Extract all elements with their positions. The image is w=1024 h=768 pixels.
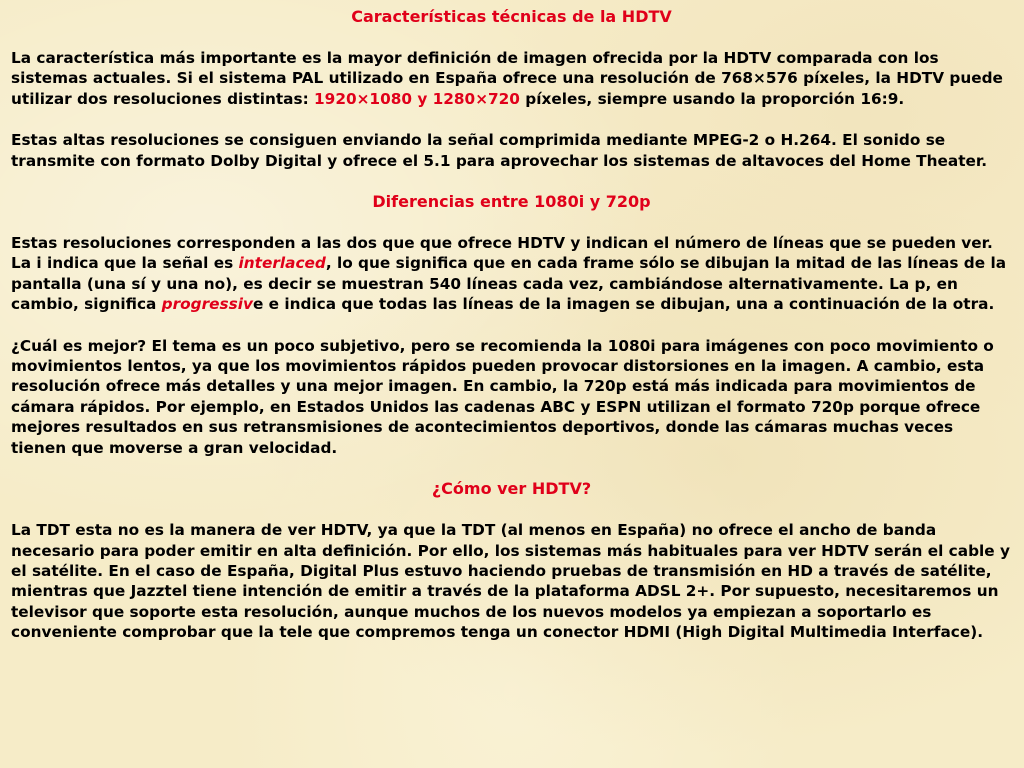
- resolutions-highlight: 1920×1080 y 1280×720: [314, 89, 520, 108]
- spacer: [11, 458, 1012, 479]
- spacer: [11, 315, 1012, 336]
- paragraph-text: La característica más importante es la mayor definición de imagen ofrecida por la HDTV comparada con los sistemas actuales. Si el sistema PAL utilizado en España ofrece una resolución de 768×576 píxeles, la HDTV puede utilizar dos resoluciones distintas:: [11, 49, 1003, 108]
- paragraph-definicion: [11, 48, 1012, 109]
- heading-diferencias: Diferencias entre 1080i y 720p: [372, 192, 651, 212]
- spacer: [11, 212, 1012, 233]
- paragraph-text: , lo que significa que en cada frame sólo se dibujan la mitad de las líneas de la pantalla (una sí y una no), es decir se muestran 540 líneas cada vez, cambiándose alternativamente. La p, en cambio, significa: [11, 254, 1007, 314]
- paragraph-resoluciones: [11, 233, 1012, 315]
- paragraph-compresion: Estas altas resoluciones se consiguen enviando la señal comprimida mediante MPEG-2 o H.264. El sonido se transmite con formato Dolby Digital y ofrece el 5.1 para aprovechar los sistemas de altavoces del Home Theater.: [11, 131, 988, 170]
- paragraph-cual-es-mejor: ¿Cuál es mejor? El tema es un poco subjetivo, pero se recomienda la 1080i para imágenes con poco movimiento o movimientos lentos, ya que los movimientos rápidos pueden provocar distorsiones en la imagen. A cambio, esta resolución ofrece más detalles y una mejor imagen. En cambio, la 720p está más indicada para movimientos de cámara rápidos. Por ejemplo, en Estados Unidos las cadenas ABC y ESPN utilizan el formato 720p porque ofrece mejores resultados en sus retransmisiones de acontecimientos deportivos, donde las cámaras muchas veces tienen que moverse a gran velocidad.: [11, 336, 994, 457]
- spacer: [11, 27, 1012, 48]
- paragraph-text: Estas resoluciones corresponden a las dos que que ofrece HDTV y indican el número de líneas que se pueden ver. La i indica que la señal es: [11, 234, 993, 273]
- paragraph-tdt: La TDT esta no es la manera de ver HDTV, ya que la TDT (al menos en España) no ofrece el ancho de banda necesario para poder emitir en alta definición. Por ello, los sistemas más habituales para ver HDTV serán el cable y el satélite. En el caso de España, Digital Plus estuvo haciendo pruebas de transmisión en HD a través de satélite, mientras que Jazztel tiene intención de emitir a través de la plataforma ADSL 2+. Por supuesto, necesitaremos un televisor que soporte esta resolución, aunque muchos de los nuevos modelos ya empiezan a soportarlo es conveniente comprobar que la tele que compremos tenga un conector HDMI (High Digital Multimedia Interface).: [11, 521, 1010, 642]
- heading-como-ver: ¿Cómo ver HDTV?: [431, 479, 592, 499]
- heading-caracteristicas: Características técnicas de la HDTV: [351, 7, 672, 26]
- spacer: [11, 171, 1012, 192]
- spacer: [11, 499, 1012, 520]
- paragraph-text: píxeles, siempre usando la proporción 16:9.: [519, 89, 905, 108]
- paragraph-text: e e indica que todas las líneas de la imagen se dibujan, una a continuación de la otra.: [252, 295, 995, 314]
- term-progressive: progressiv: [161, 295, 253, 314]
- spacer: [11, 109, 1012, 130]
- term-interlaced: interlaced: [238, 254, 326, 273]
